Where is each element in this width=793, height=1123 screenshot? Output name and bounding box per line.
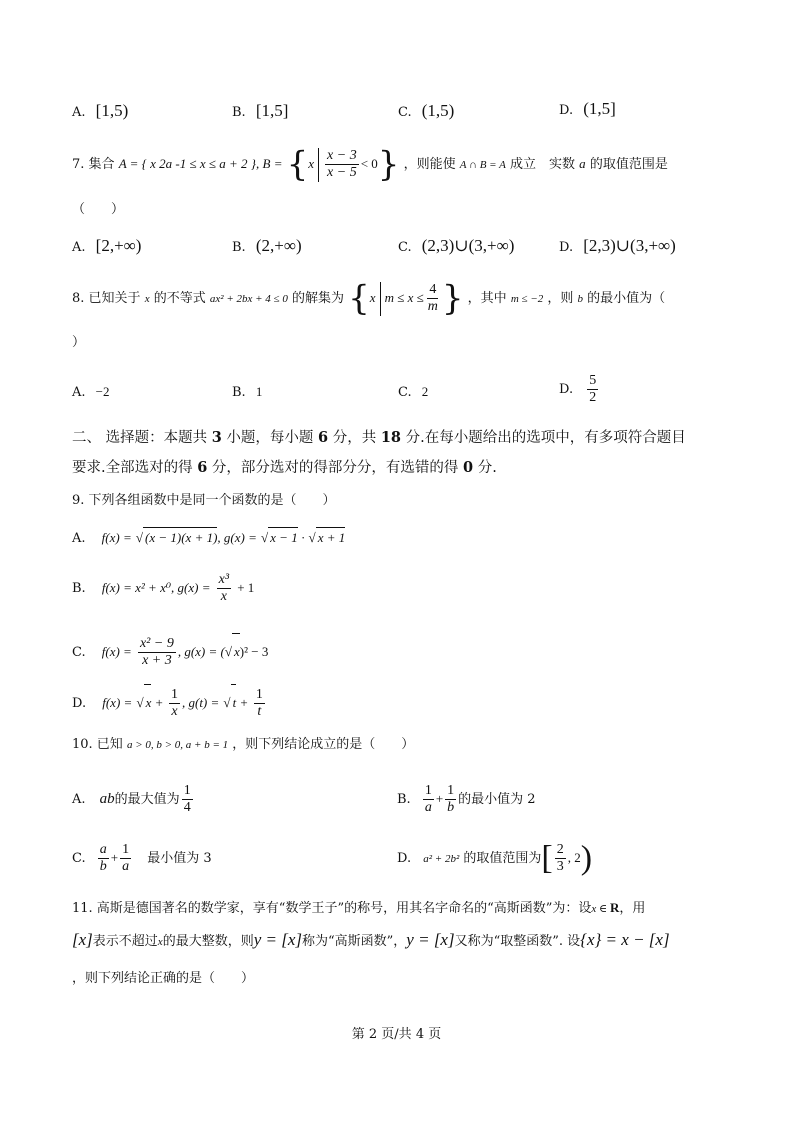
fraction-numerator: 1 xyxy=(122,842,130,857)
option-label: C. xyxy=(72,645,86,660)
option-label: B. xyxy=(232,240,246,255)
q10-option-d xyxy=(397,840,592,877)
fraction xyxy=(445,783,456,816)
q7-option-b xyxy=(232,236,302,258)
heading-number: 18 xyxy=(380,429,402,446)
fraction-denominator: b xyxy=(447,800,455,815)
radicand: (x − 1)(x + 1) xyxy=(143,527,217,548)
option-label: D. xyxy=(559,240,574,255)
option-label: A. xyxy=(72,385,86,400)
section-heading-line2 xyxy=(72,458,497,478)
right-brace: } xyxy=(441,278,464,319)
option-expr: [1,5) xyxy=(95,101,129,120)
radicand: t xyxy=(231,684,237,721)
q9-option-b xyxy=(72,570,254,607)
function-expr: f(x) = x² + x⁰, g(x) = xyxy=(101,580,211,595)
fraction-denominator: m xyxy=(427,299,438,314)
sqrt-sign: √ xyxy=(308,530,316,545)
option-expr: (1,5) xyxy=(421,101,455,120)
fraction-denominator: b xyxy=(99,859,107,874)
right-paren: ) xyxy=(580,839,593,877)
fraction xyxy=(138,636,176,669)
stem-text: 又称为“取整函数”. 设 xyxy=(454,934,581,949)
option-label: C. xyxy=(398,105,412,120)
q8-option-c xyxy=(398,382,428,403)
option-expr: (1,5] xyxy=(583,99,616,118)
option-label: D. xyxy=(559,382,574,397)
option-expr: [1,5] xyxy=(255,101,289,120)
fraction xyxy=(325,148,359,181)
heading-number: 3 xyxy=(211,429,222,446)
fraction-denominator: a xyxy=(122,859,130,874)
fraction xyxy=(555,842,566,875)
function-g: , g(x) = xyxy=(217,530,257,545)
condition: A ∩ B = A xyxy=(459,159,506,171)
fraction-denominator: 2 xyxy=(589,390,597,405)
option-label: A. xyxy=(72,792,86,807)
fraction xyxy=(587,373,598,406)
fraction-denominator: 4 xyxy=(183,800,191,815)
question-number: 7. xyxy=(72,157,85,172)
sqrt-sign: √ xyxy=(223,695,231,710)
fraction-denominator: x xyxy=(220,589,227,604)
heading-text: 二、 选择题：本题共 xyxy=(72,430,212,446)
stem-text: ，则 xyxy=(547,291,574,306)
heading-text: 分，共 xyxy=(328,430,381,446)
sqrt-sign: √ xyxy=(136,695,144,710)
option-label: A. xyxy=(72,531,86,546)
sqrt-sign: √ xyxy=(224,644,232,659)
math-expr: x ∈ xyxy=(591,903,610,915)
left-brace: { xyxy=(286,144,309,185)
stem-text: 11. 高斯是德国著名的数学家，享有“数学王子”的称号，用其名字命名的“高斯函数”为：设 xyxy=(72,901,592,916)
radicand: x − 1 xyxy=(268,527,298,548)
option-expr: [2,+∞) xyxy=(95,236,142,255)
plus-sign: + xyxy=(155,695,163,710)
dot-operator: · xyxy=(297,530,309,545)
set-b-label: , B = xyxy=(256,156,283,171)
q8-option-b xyxy=(232,382,262,403)
fraction xyxy=(254,687,265,720)
q11-line2 xyxy=(72,930,670,952)
stem-text: 的最大整数，则 xyxy=(162,934,254,949)
q9-option-d xyxy=(72,684,267,722)
option-value: 1 xyxy=(255,384,263,399)
left-brace: { xyxy=(348,278,370,319)
function-g: , g(x) = ( xyxy=(177,644,225,659)
variable: a xyxy=(579,156,586,171)
radicand: x xyxy=(232,633,240,670)
function-tail: )² − 3 xyxy=(239,644,269,659)
fraction-numerator: x − 3 xyxy=(327,148,357,163)
heading-number: 0 xyxy=(463,459,474,476)
heading-text: 分. xyxy=(473,460,497,476)
option-text: 的最小值为 2 xyxy=(458,792,536,807)
stem-text: 的最小值为（ xyxy=(587,291,666,306)
function-f: f(x) = xyxy=(101,644,132,659)
q8-close-paren: ） xyxy=(72,335,86,350)
fraction-denominator: x − 5 xyxy=(327,165,357,180)
plus-sign: + xyxy=(435,791,444,806)
option-expr: a² + 2b² xyxy=(423,853,460,865)
stem-text: 的取值范围是 xyxy=(589,157,668,172)
q10-option-c xyxy=(72,840,212,877)
sqrt-sign: √ xyxy=(261,530,269,545)
stem-text: 的不等式 xyxy=(153,291,206,306)
fraction-denominator: 3 xyxy=(556,859,564,874)
math-expr: {x} = x − [x] xyxy=(580,930,670,949)
q9-stem: 9. 下列各组函数中是同一个函数的是（ ） xyxy=(72,493,336,508)
heading-number: 6 xyxy=(318,429,329,446)
stem-text: 成立 实数 xyxy=(510,157,576,172)
q10-stem xyxy=(72,735,414,755)
fraction-denominator: t xyxy=(257,704,262,719)
function-g: , g(t) = xyxy=(181,695,220,710)
fraction xyxy=(217,572,231,605)
condition: m ≤ −2 xyxy=(510,293,544,305)
plus-sign: + xyxy=(110,850,119,865)
q7-stem xyxy=(72,144,668,185)
heading-number: 6 xyxy=(197,459,208,476)
stem-text: ，则能使 xyxy=(403,157,456,172)
q8-option-d xyxy=(559,372,600,408)
function-tail: + 1 xyxy=(237,580,255,595)
option-label: D. xyxy=(397,851,412,866)
stem-text: 已知关于 xyxy=(88,291,141,306)
real-set-symbol: R xyxy=(609,900,620,915)
fraction-numerator: 1 xyxy=(170,687,178,702)
heading-text: 分.在每小题给出的选项中，有多项符合题目 xyxy=(401,430,686,446)
fraction-numerator: x² − 9 xyxy=(139,636,174,651)
question-number: 8. xyxy=(72,291,85,306)
fraction-denominator: x + 3 xyxy=(142,653,172,668)
q6-option-a xyxy=(72,101,128,123)
q7-option-c xyxy=(398,236,514,258)
stem-text: 称为“高斯函数”， xyxy=(302,934,407,949)
fraction-numerator: x³ xyxy=(218,572,230,587)
page-footer: 第 2 页/共 4 页 xyxy=(351,1027,442,1042)
fraction-denominator: x xyxy=(171,704,178,719)
stem-text: 集合 xyxy=(88,157,115,172)
q6-option-d xyxy=(559,99,616,121)
fraction-numerator: 4 xyxy=(429,282,437,297)
right-brace: } xyxy=(377,144,400,185)
section-heading-line1 xyxy=(72,428,686,448)
set-cond: < 0 xyxy=(360,156,378,171)
variable: x xyxy=(157,936,163,948)
option-value: 2 xyxy=(421,384,429,399)
set-bar xyxy=(318,148,319,182)
fraction-numerator: 1 xyxy=(255,687,263,702)
option-label: B. xyxy=(72,581,86,596)
radicand: x + 1 xyxy=(316,527,346,548)
q11-line3: ，则下列结论正确的是（ ） xyxy=(72,971,255,986)
option-expr: [2,3)∪(3,+∞) xyxy=(583,236,676,255)
math-expr: y = [x] xyxy=(253,930,302,949)
option-expr: ab xyxy=(99,791,115,807)
option-expr: (2,3)∪(3,+∞) xyxy=(421,236,515,255)
option-label: D. xyxy=(72,696,87,711)
fraction xyxy=(423,783,434,816)
option-label: C. xyxy=(398,240,412,255)
q8-option-a xyxy=(72,382,110,403)
q7-option-d xyxy=(559,236,676,258)
q10-option-b xyxy=(397,781,536,818)
condition: a > 0, b > 0, a + b = 1 xyxy=(126,739,229,751)
set-var: x xyxy=(308,156,315,171)
plus-sign: + xyxy=(240,695,248,710)
option-label: B. xyxy=(397,792,411,807)
variable: b xyxy=(577,293,584,305)
stem-text: 的解集为 xyxy=(291,291,344,306)
fraction-numerator: 1 xyxy=(424,783,432,798)
option-value: −2 xyxy=(95,384,110,399)
q6-option-b xyxy=(232,101,288,123)
option-label: D. xyxy=(559,103,574,118)
q9-option-c xyxy=(72,633,268,671)
fraction xyxy=(98,842,109,875)
q9-option-a xyxy=(72,527,345,549)
option-label: A. xyxy=(72,105,86,120)
option-expr: (2,+∞) xyxy=(255,236,302,255)
q8-stem xyxy=(72,278,666,319)
function-f: f(x) = xyxy=(102,695,133,710)
option-label: C. xyxy=(398,385,412,400)
fraction xyxy=(426,282,440,315)
q7-paren: （ ） xyxy=(72,202,125,217)
math-expr: [x] xyxy=(72,930,93,949)
set-a: A = { x 2a -1 ≤ x ≤ a + 2 } xyxy=(118,156,256,171)
fraction-numerator: 5 xyxy=(589,373,597,388)
heading-text: 小题，每小题 xyxy=(221,430,319,446)
option-text: 的取值范围为 xyxy=(463,851,542,866)
set-cond: m ≤ x ≤ xyxy=(384,290,424,305)
option-label: A. xyxy=(72,240,86,255)
stem-text: 表示不超过 xyxy=(92,934,158,949)
set-bar xyxy=(380,282,381,316)
function-f: f(x) = xyxy=(101,530,132,545)
q10-option-a xyxy=(72,781,195,818)
radicand: x xyxy=(144,684,152,721)
q11-line1 xyxy=(72,898,645,919)
math-expr: y = [x] xyxy=(406,930,455,949)
variable: x xyxy=(144,293,150,305)
fraction-numerator: a xyxy=(99,842,107,857)
option-text: 最小值为 3 xyxy=(147,851,212,866)
fraction xyxy=(120,842,131,875)
heading-text: 分，部分选对的得部分分，有选错的得 xyxy=(207,460,464,476)
stem-text: ，则下列结论成立的是（ ） xyxy=(232,737,415,752)
fraction-numerator: 2 xyxy=(556,842,564,857)
option-label: C. xyxy=(72,851,86,866)
stem-text: 10. 已知 xyxy=(72,737,123,752)
option-label: B. xyxy=(232,385,246,400)
q7-option-a xyxy=(72,236,141,258)
fraction xyxy=(169,687,180,720)
fraction xyxy=(182,783,193,816)
interval-tail: , 2 xyxy=(567,850,581,865)
stem-text: ，用 xyxy=(619,901,646,916)
sqrt-sign: √ xyxy=(135,530,144,545)
option-label: B. xyxy=(232,105,246,120)
left-bracket: [ xyxy=(541,839,553,877)
fraction-numerator: 1 xyxy=(447,783,455,798)
heading-text: 要求.全部选对的得 xyxy=(72,460,198,476)
option-text: 的最大值为 xyxy=(114,792,180,807)
stem-text: ，其中 xyxy=(467,291,507,306)
fraction-denominator: a xyxy=(424,800,432,815)
fraction-numerator: 1 xyxy=(183,783,191,798)
inequality: ax² + 2bx + 4 ≤ 0 xyxy=(209,293,288,305)
q6-option-c xyxy=(398,101,454,123)
set-var: x xyxy=(369,290,376,305)
